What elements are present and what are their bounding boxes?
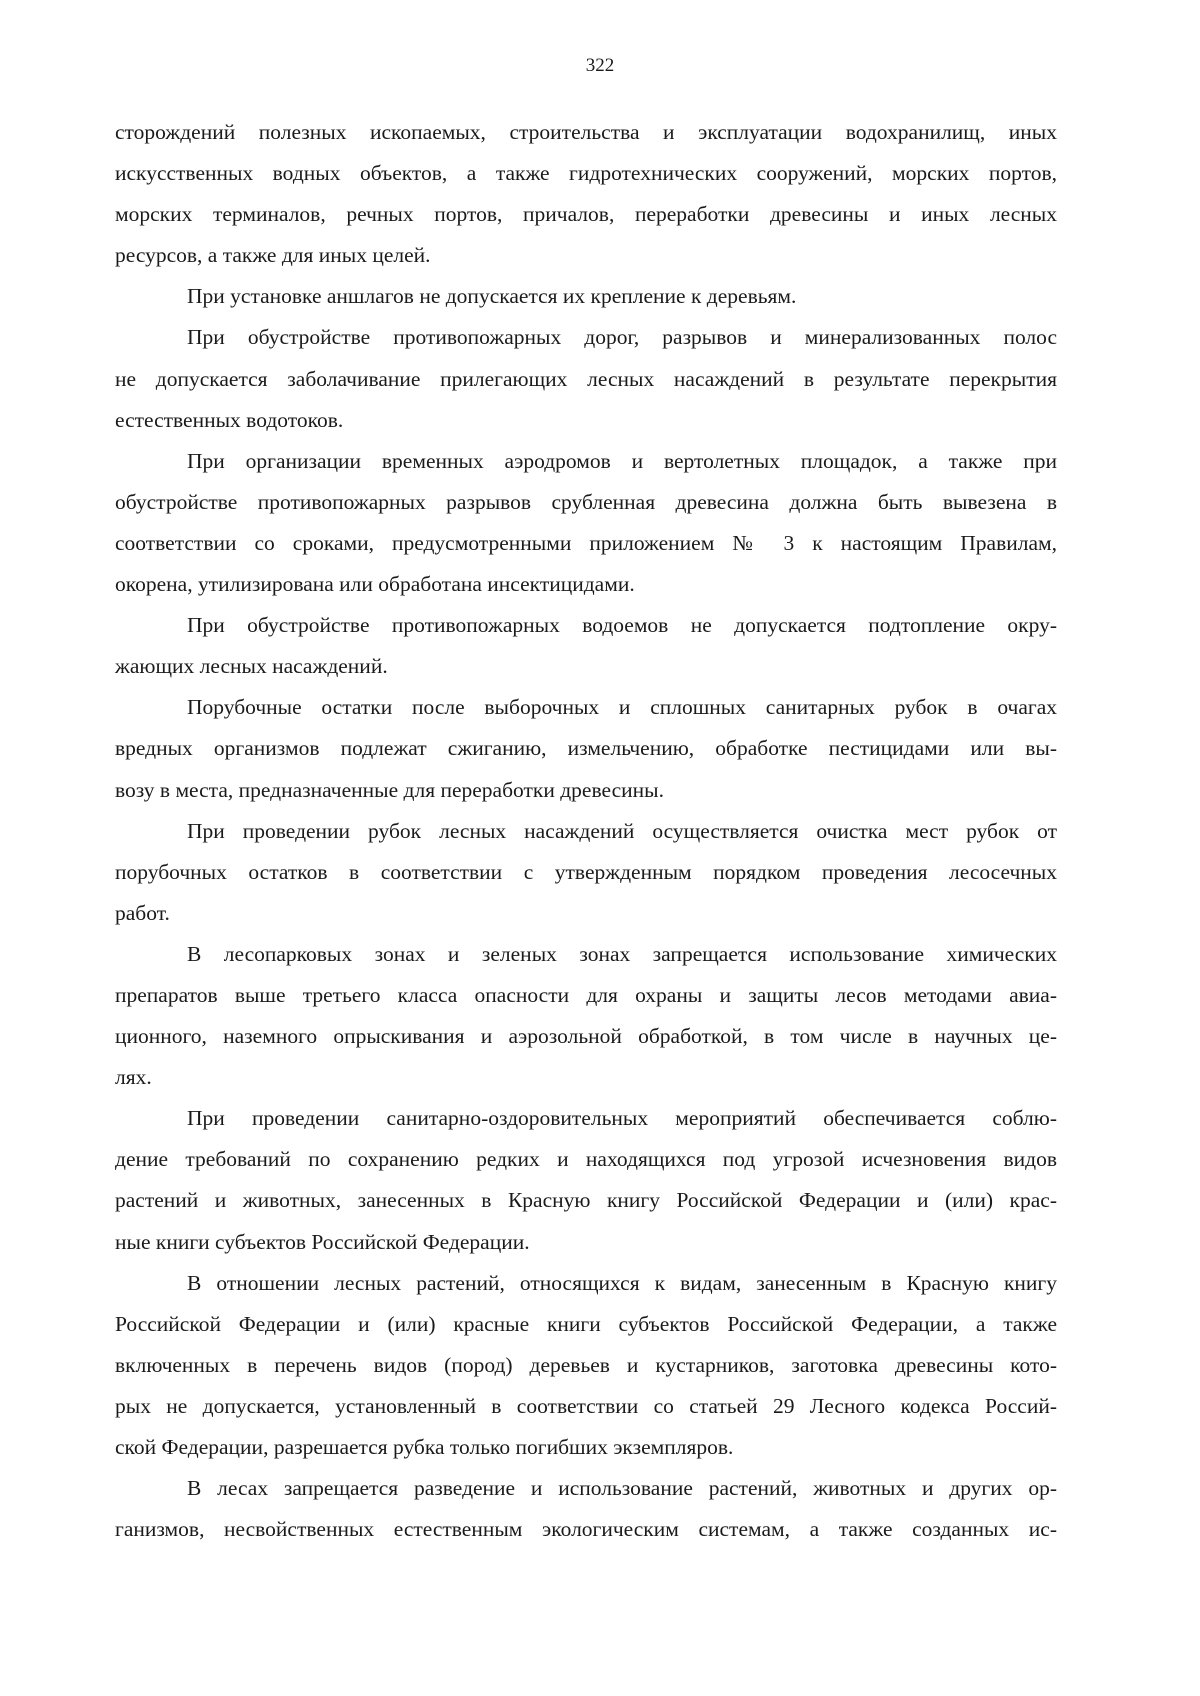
text-line: ганизмов, несвойственных естественным экологическим системам, а также созданных ис-: [115, 1517, 1057, 1542]
text-line: порубочных остатков в соответствии с утвержденным порядком проведения лесосечных: [115, 859, 1057, 884]
text-line: жающих лесных насаждений.: [115, 654, 388, 679]
page-number: 322: [585, 55, 615, 76]
text-line: морских терминалов, речных портов, причалов, переработки древесины и иных лесных: [115, 202, 1057, 227]
text-line: ционного, наземного опрыскивания и аэрозольной обработкой, в том числе в научных це-: [115, 1024, 1057, 1049]
body-text: [115, 112, 1057, 1550]
text-line: В лесах запрещается разведение и использование растений, животных и других ор-: [187, 1476, 1057, 1501]
paragraph: [115, 605, 1057, 687]
paragraph: [115, 112, 1057, 276]
text-line: обустройстве противопожарных разрывов срубленная древесина должна быть вывезена в: [115, 489, 1057, 514]
paragraph: [115, 1468, 1057, 1550]
text-line: При проведении рубок лесных насаждений осуществляется очистка мест рубок от: [187, 818, 1057, 843]
text-line: При установке аншлагов не допускается их крепление к деревьям.: [187, 284, 797, 309]
text-line: работ.: [115, 900, 170, 925]
text-line: сторождений полезных ископаемых, строительства и эксплуатации водохранилищ, иных: [115, 120, 1057, 144]
paragraph: [115, 1098, 1057, 1262]
paragraph: [115, 276, 1057, 317]
text-line: При обустройстве противопожарных водоемов не допускается подтопление окру-: [187, 613, 1057, 638]
text-line: соответствии со сроками, предусмотренными приложением № 3 к настоящим Правилам,: [115, 530, 1057, 555]
text-line: дение требований по сохранению редких и находящихся под угрозой исчезновения видов: [115, 1147, 1057, 1172]
text-line: В отношении лесных растений, относящихся к видам, занесенным в Красную книгу: [187, 1270, 1057, 1295]
text-line: возу в места, предназначенные для переработки древесины.: [115, 777, 664, 802]
text-line: включенных в перечень видов (пород) деревьев и кустарников, заготовка древесины кото-: [115, 1352, 1057, 1377]
text-line: рых не допускается, установленный в соответствии со статьей 29 Лесного кодекса Россий-: [115, 1393, 1057, 1418]
text-line: растений и животных, занесенных в Красную книгу Российской Федерации и (или) крас-: [115, 1188, 1057, 1213]
paragraph: [115, 811, 1057, 934]
text-line: Российской Федерации и (или) красные книги субъектов Российской Федерации, а также: [115, 1311, 1057, 1336]
text-line: ресурсов, а также для иных целей.: [115, 243, 431, 268]
text-line: не допускается заболачивание прилегающих лесных насаждений в результате перекрытия: [115, 366, 1057, 391]
paragraph: [115, 687, 1057, 810]
text-line: При организации временных аэродромов и вертолетных площадок, а также при: [187, 448, 1057, 473]
text-line: Порубочные остатки после выборочных и сплошных санитарных рубок в очагах: [187, 695, 1057, 720]
paragraph: [115, 934, 1057, 1098]
text-line: лях.: [115, 1065, 152, 1090]
paragraph: [115, 441, 1057, 605]
text-line: В лесопарковых зонах и зеленых зонах запрещается использование химических: [187, 941, 1057, 966]
paragraph: [115, 317, 1057, 440]
text-line: ской Федерации, разрешается рубка только погибших экземпляров.: [115, 1435, 734, 1459]
text-line: При обустройстве противопожарных дорог, разрывов и минерализованных полос: [187, 325, 1057, 350]
text-line: окорена, утилизирована или обработана инсектицидами.: [115, 572, 635, 597]
text-line: вредных организмов подлежат сжиганию, измельчению, обработке пестицидами или вы-: [115, 736, 1057, 761]
text-line: препаратов выше третьего класса опасности для охраны и защиты лесов методами авиа-: [115, 982, 1057, 1007]
text-line: ные книги субъектов Российской Федерации.: [115, 1229, 530, 1254]
paragraph: [115, 1263, 1057, 1468]
text-line: При проведении санитарно-оздоровительных мероприятий обеспечивается соблю-: [187, 1106, 1057, 1131]
text-line: искусственных водных объектов, а также гидротехнических сооружений, морских портов,: [115, 161, 1057, 186]
text-line: естественных водотоков.: [115, 407, 344, 432]
